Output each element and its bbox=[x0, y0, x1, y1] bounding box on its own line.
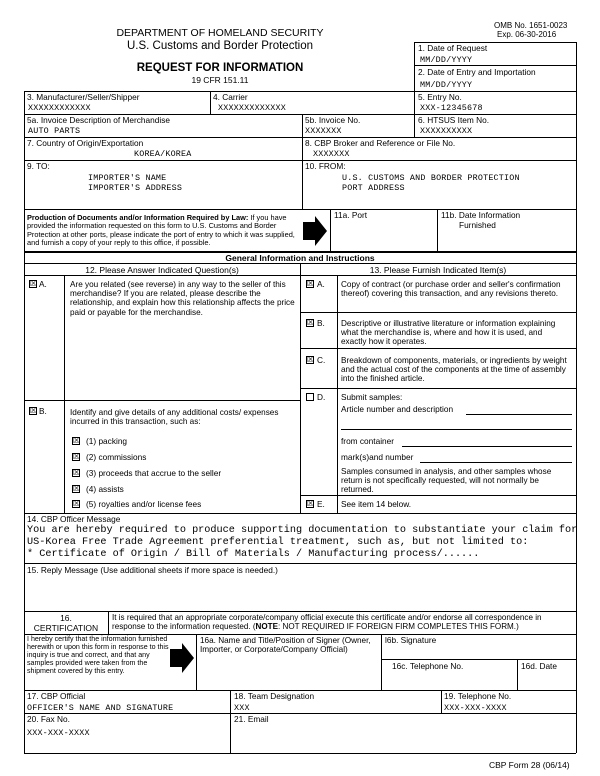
article-line-2[interactable] bbox=[341, 429, 572, 430]
from-label: 10. FROM: bbox=[305, 161, 346, 171]
invoice-no-label: 5b. Invoice No. bbox=[305, 115, 361, 125]
q13e-checkbox[interactable]: ☒ bbox=[307, 499, 315, 508]
broker-label: 8. CBP Broker and Reference or File No. bbox=[305, 138, 456, 148]
date-of-request-label: 1. Date of Request bbox=[418, 43, 488, 53]
q13a-label: A. bbox=[317, 279, 325, 289]
email-field[interactable] bbox=[234, 726, 574, 750]
date-of-entry-field[interactable]: MM/DD/YYYY bbox=[420, 80, 473, 90]
q12a-label: A. bbox=[39, 279, 47, 289]
container-line[interactable] bbox=[402, 446, 572, 447]
department-name: DEPARTMENT OF HOMELAND SECURITY bbox=[116, 27, 324, 39]
port-label: 11a. Port bbox=[334, 210, 368, 220]
q13b-label: B. bbox=[317, 318, 325, 328]
telephone-19-field[interactable]: XXX-XXX-XXXX bbox=[444, 703, 507, 713]
q13d-label: D. bbox=[317, 392, 326, 402]
q12b-item3-checkbox[interactable]: ☒ bbox=[73, 468, 81, 477]
cert-req-b: : bbox=[278, 622, 283, 632]
officer-message-line1[interactable]: You are hereby required to produce supporting documentation to substantiate your claim for bbox=[27, 525, 578, 536]
q12b-item3: (3) proceeds that accrue to the seller bbox=[86, 468, 222, 478]
q13c-label: C. bbox=[317, 355, 326, 365]
q13e-label: E. bbox=[317, 499, 325, 509]
q12b-item2-checkbox[interactable]: ☒ bbox=[73, 452, 81, 461]
certification-title: CERTIFICATION bbox=[33, 623, 99, 633]
country-of-origin-field[interactable]: KOREA/KOREA bbox=[134, 149, 192, 159]
q12b-checkbox[interactable]: ☒ bbox=[30, 406, 38, 415]
production-notice-bold: Production of Documents and/or Information Required by Law: bbox=[27, 213, 249, 222]
date-of-request-field[interactable]: MM/DD/YYYY bbox=[420, 55, 473, 65]
q12-header: 12. Please Answer Indicated Question(s) bbox=[85, 265, 239, 275]
q13a-text: Copy of contract (or purchase order and seller's confirmation thereof) covering this transaction, and any revisions thereto. bbox=[341, 280, 561, 299]
from-name-field[interactable]: U.S. CUSTOMS AND BORDER PROTECTION bbox=[342, 173, 520, 183]
cert-req-c: ) bbox=[516, 622, 519, 632]
q12b-item4-checkbox[interactable]: ☒ bbox=[73, 484, 81, 493]
to-name-field[interactable]: IMPORTER'S NAME bbox=[88, 173, 167, 183]
manufacturer-label: 3. Manufacturer/Seller/Shipper bbox=[27, 92, 140, 102]
entry-no-field[interactable]: XXX-12345678 bbox=[420, 103, 483, 113]
q13a-checkbox[interactable]: ☒ bbox=[307, 279, 315, 288]
production-notice-text: If you have provided the information requested on this form to U.S. Customs and Border Protection at other ports, please indicate the port of entry to which it was supplied, and furnish a copy of your reply to this office, if possible. bbox=[27, 213, 295, 247]
q12b-item1-checkbox[interactable]: ☒ bbox=[73, 436, 81, 445]
q13d-submit: Submit samples: bbox=[341, 392, 403, 402]
invoice-description-label: 5a. Invoice Description of Merchandise bbox=[27, 115, 170, 125]
officer-message-line2[interactable]: US-Korea Free Trade Agreement preferential treatment, such as, but not limited to: bbox=[27, 537, 529, 548]
q12b-text: Identify and give details of any additional costs/ expenses incurred in this transaction, such as: bbox=[70, 408, 279, 427]
carrier-field[interactable]: XXXXXXXXXXXXX bbox=[218, 103, 286, 113]
date-info-label: 11b. Date Information bbox=[441, 210, 521, 220]
q13d-samples-note: Samples consumed in analysis, and other samples whose return is not specifically requested, will not normally be returned. bbox=[341, 467, 552, 495]
q13b-checkbox[interactable]: ☒ bbox=[307, 318, 315, 327]
to-address-field[interactable]: IMPORTER'S ADDRESS bbox=[88, 183, 183, 193]
q12b-item2: (2) commissions bbox=[86, 452, 147, 462]
to-label: 9. TO: bbox=[27, 161, 50, 171]
officer-message-line3[interactable]: * Certificate of Origin / Bill of Materials / Manufacturing process/...... bbox=[27, 549, 480, 560]
cert-req-note: NOTE bbox=[255, 622, 279, 632]
q13d-checkbox[interactable] bbox=[306, 393, 314, 401]
signer-name-label: 16a. Name and Title/Position of Signer (Owner, Importer, or Corporate/Company Official) bbox=[200, 636, 371, 655]
date-16d-label: 16d. Date bbox=[521, 661, 557, 671]
fax-field[interactable]: XXX-XXX-XXXX bbox=[27, 728, 90, 738]
q13d-container: from container bbox=[341, 436, 395, 446]
reply-message-label: 15. Reply Message (Use additional sheets if more space is needed.) bbox=[27, 565, 278, 575]
htsus-label: 6. HTSUS Item No. bbox=[418, 115, 490, 125]
email-label: 21. Email bbox=[234, 714, 269, 724]
q13c-text: Breakdown of components, materials, or ingredients by weight and the actual cost of the components at the time of assembly into the finished article. bbox=[341, 356, 567, 384]
officer-message-label: 14. CBP Officer Message bbox=[27, 514, 121, 524]
certification-requirement bbox=[112, 613, 574, 631]
carrier-label: 4. Carrier bbox=[213, 92, 248, 102]
signature-label: l6b. Signature bbox=[385, 635, 437, 645]
q12b-item5-checkbox[interactable]: ☒ bbox=[73, 499, 81, 508]
manufacturer-field[interactable]: XXXXXXXXXXXX bbox=[28, 103, 91, 113]
q12b-label: B. bbox=[39, 406, 47, 416]
q13c-checkbox[interactable]: ☒ bbox=[307, 355, 315, 364]
team-designation-label: 18. Team Designation bbox=[234, 691, 315, 701]
broker-field[interactable]: XXXXXXX bbox=[313, 149, 350, 159]
invoice-description-field[interactable]: AUTO PARTS bbox=[28, 126, 81, 136]
q13d-marks: mark(s)and number bbox=[341, 452, 414, 462]
q13d-article: Article number and description bbox=[341, 404, 454, 414]
htsus-field[interactable]: XXXXXXXXXX bbox=[420, 126, 473, 136]
cfr-reference: 19 CFR 151.11 bbox=[191, 75, 249, 85]
cert-req-bold: NOT REQUIRED IF FOREIGN FIRM COMPLETES THIS FORM. bbox=[282, 622, 517, 632]
certify-statement: I hereby certify that the information furnished herewith or upon this form in response to this inquiry is true and correct, and that any samples provided were taken from the shipment covered by this entry. bbox=[27, 635, 169, 675]
article-line[interactable] bbox=[466, 414, 572, 415]
date-of-entry-label: 2. Date of Entry and Importation bbox=[418, 67, 536, 77]
q13e-text: See item 14 below. bbox=[341, 499, 412, 509]
entry-no-label: 5. Entry No. bbox=[418, 92, 462, 102]
cbp-official-label: 17. CBP Official bbox=[27, 691, 86, 701]
q13-header: 13. Please Furnish Indicated Item(s) bbox=[369, 265, 507, 275]
production-notice bbox=[27, 214, 295, 247]
expiration-date: Exp. 06-30-2016 bbox=[497, 30, 557, 39]
from-address-field[interactable]: PORT ADDRESS bbox=[342, 183, 405, 193]
fax-label: 20. Fax No. bbox=[27, 714, 70, 724]
cert-req-a: It is required that an appropriate corporate/company official execute this certificate and/or endorse all correspondence in response to the information requested. ( bbox=[112, 613, 542, 632]
q12a-text: Are you related (see reverse) in any way to the seller of this merchandise? If you are related, please describe the relationship, and explain how this relationship affects the price paid or payable for the merchandise. bbox=[70, 280, 295, 317]
cbp-official-field[interactable]: OFFICER'S NAME AND SIGNATURE bbox=[27, 703, 174, 713]
marks-line[interactable] bbox=[420, 462, 572, 463]
date-info-label-2: Furnished bbox=[459, 220, 496, 230]
q12b-item5: (5) royalties and/or license fees bbox=[86, 499, 202, 509]
reply-message-field[interactable] bbox=[25, 578, 575, 610]
team-designation-field[interactable]: XXX bbox=[234, 703, 250, 713]
agency-name: U.S. Customs and Border Protection bbox=[127, 40, 313, 52]
form-title: REQUEST FOR INFORMATION bbox=[136, 62, 304, 74]
certification-number: 16. bbox=[60, 613, 72, 623]
arrow-right-icon bbox=[303, 216, 327, 246]
telephone-19-label: 19. Telephone No. bbox=[444, 691, 512, 701]
telephone-16c-label: 16c. Telephone No. bbox=[392, 661, 464, 671]
q13b-text: Descriptive or illustrative literature or information explaining what the merchandise is, where and how it is used, and exactly how it operates. bbox=[341, 319, 556, 347]
arrow-right-icon-2 bbox=[170, 643, 194, 673]
omb-number: OMB No. 1651-0023 bbox=[494, 21, 568, 30]
q12b-item4: (4) assists bbox=[86, 484, 124, 494]
invoice-no-field[interactable]: XXXXXXX bbox=[305, 126, 342, 136]
form-number: CBP Form 28 (06/14) bbox=[489, 760, 570, 770]
q12b-item1: (1) packing bbox=[86, 436, 128, 446]
country-of-origin-label: 7. Country of Origin/Exportation bbox=[27, 138, 144, 148]
q12a-checkbox[interactable]: ☒ bbox=[30, 279, 38, 288]
general-info-title: General Information and Instructions bbox=[225, 253, 375, 263]
